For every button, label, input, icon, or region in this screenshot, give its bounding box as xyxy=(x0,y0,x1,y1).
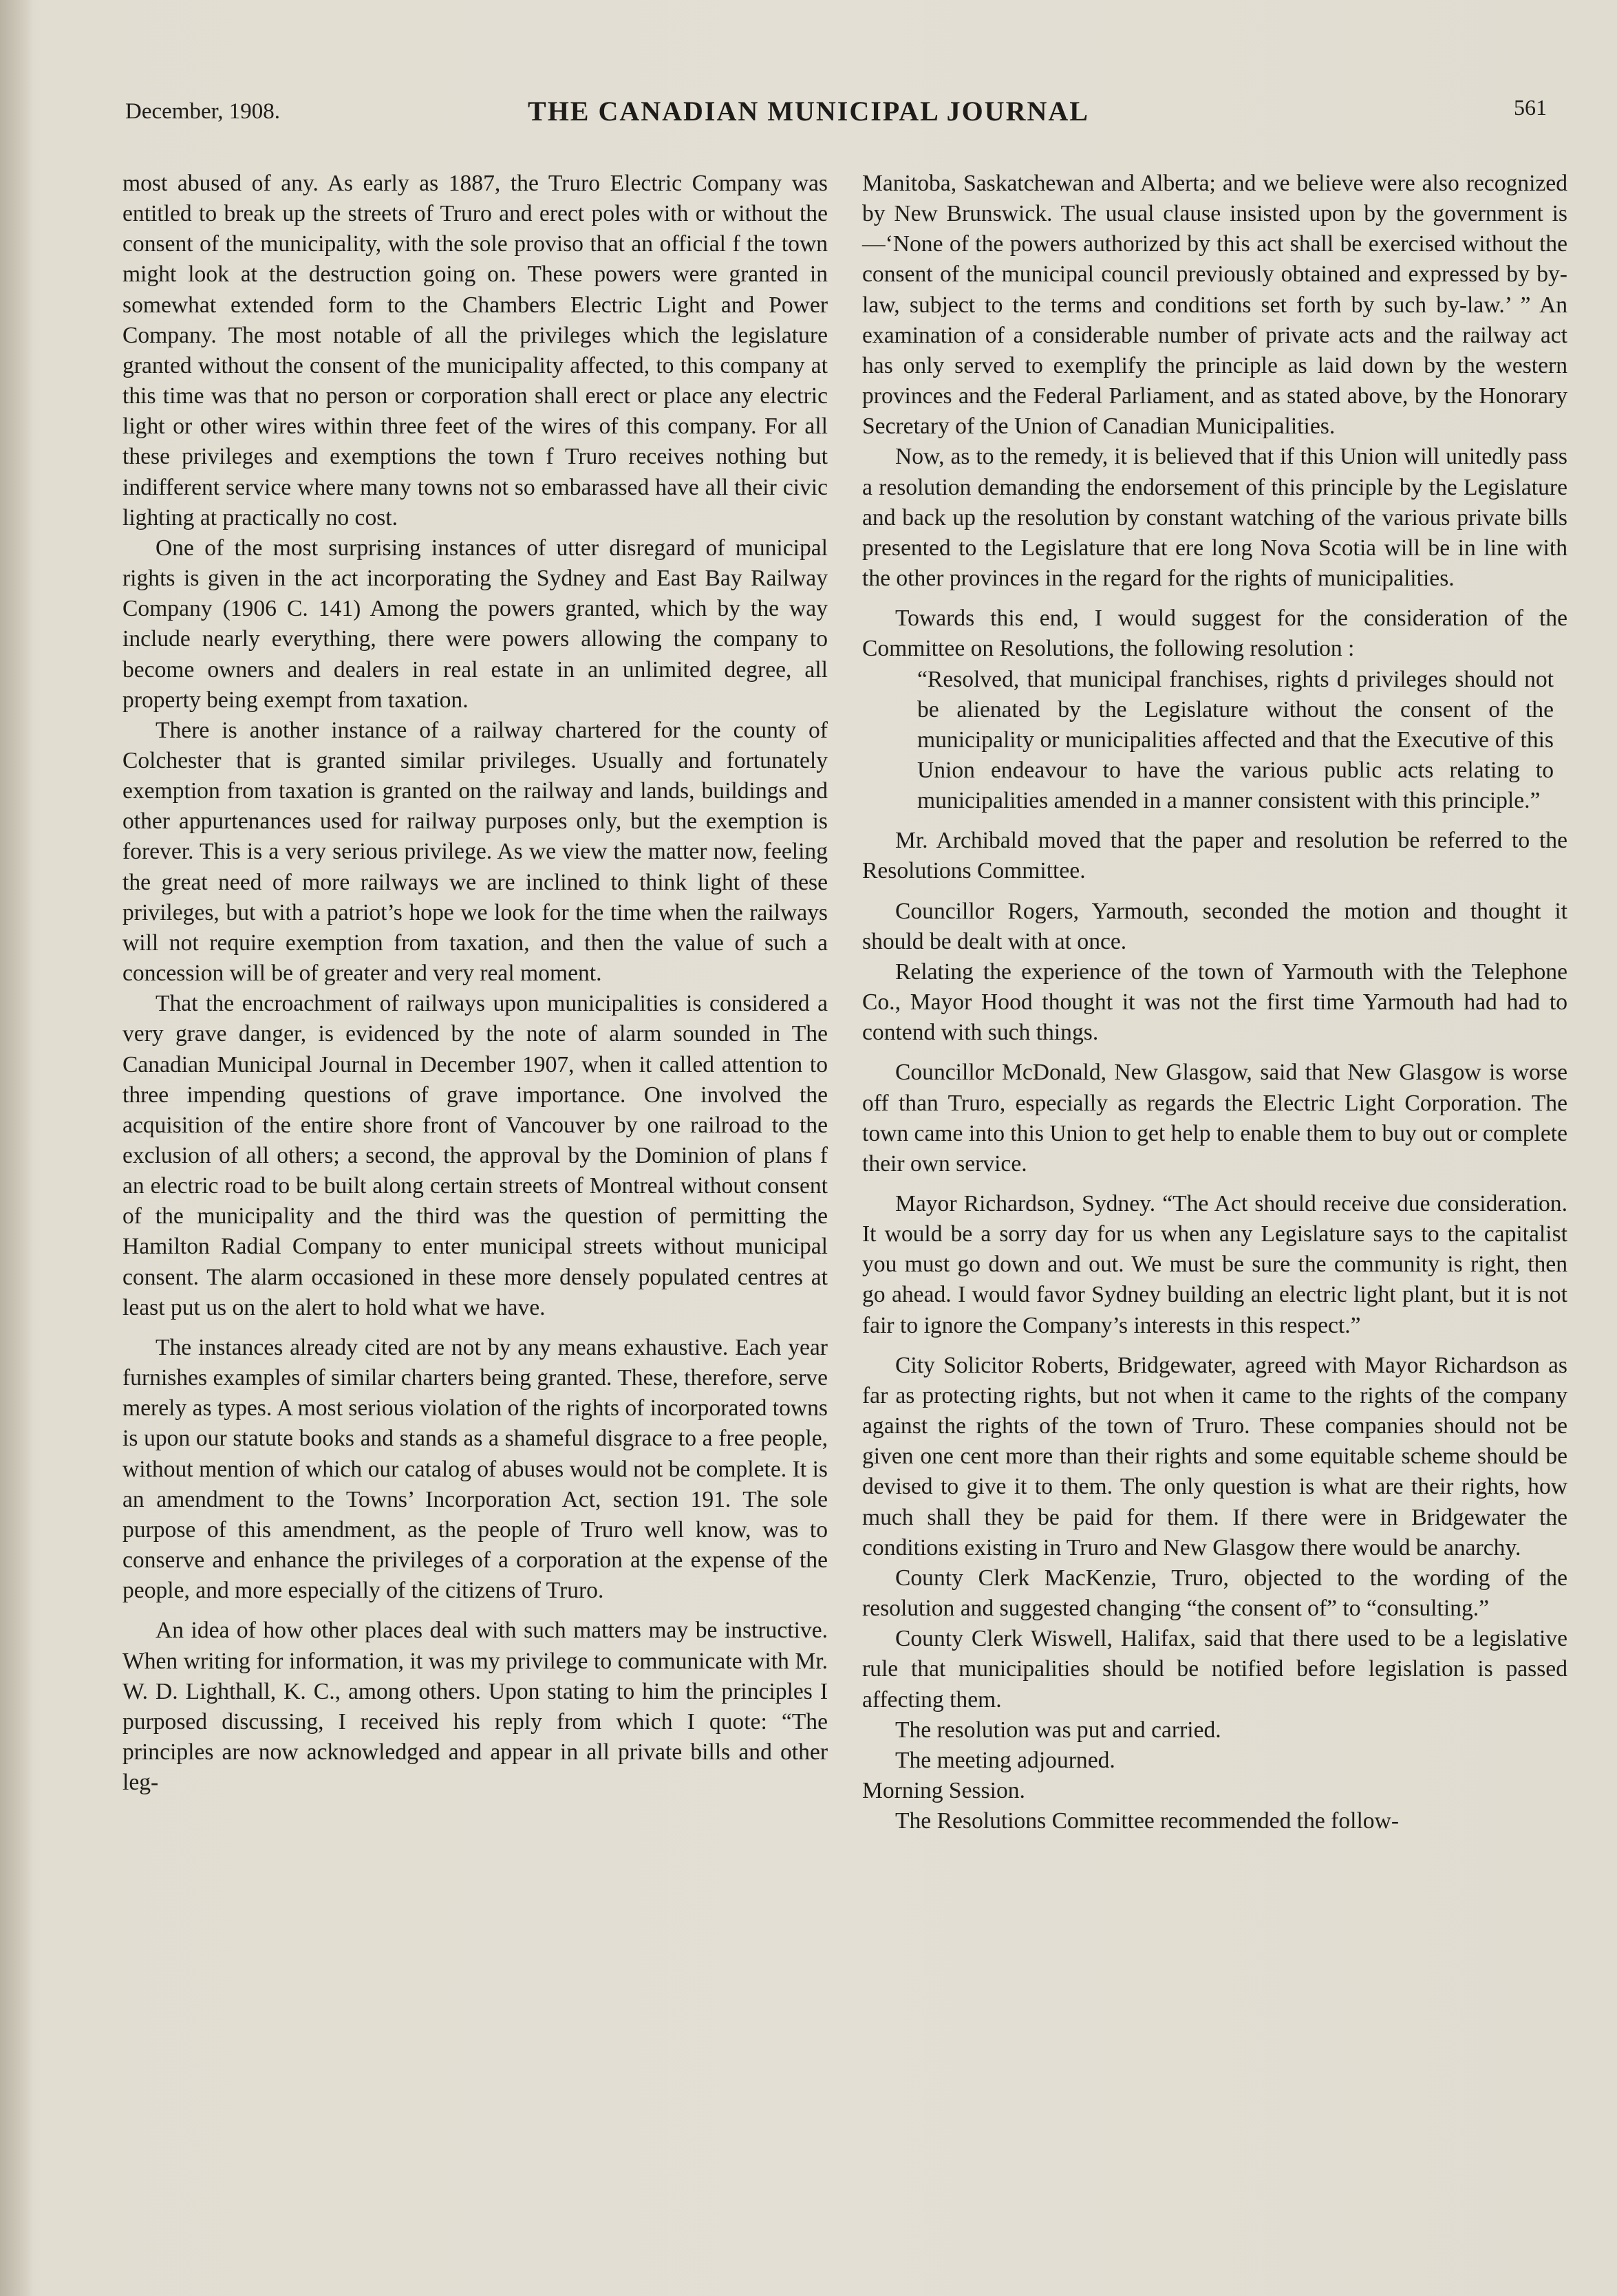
paragraph: Relating the experience of the town of Yarmouth with the Telephone Co., Mayor Hood thought it was not the first time Yarmouth had had to contend with such things. xyxy=(862,958,1567,1046)
paragraph: Now, as to the remedy, it is believed that if this Union will unitedly pass a resolution demanding the endorsement of this principle by the Legislature and back up the resolution by constant watching of the various private bills presented to the Legislature that ere long Nova Scotia will be in line with the other provinces in the regard for the rights of municipalities. xyxy=(862,444,1567,592)
page-number: 561 xyxy=(1514,95,1547,120)
paragraph: Mayor Richardson, Sydney. “The Act should receive due consideration. It would be a sorry day for us when any Legislature says to the capitalist you must go down and out. We must be sure the community is right, then go ahead. I would favor Sydney building an electric light plant, but it is not fair to ignore the Company’s interests in this respect.” xyxy=(862,1191,1567,1338)
header-date: December, 1908. xyxy=(125,99,281,124)
paragraph: The resolution was put and carried. xyxy=(895,1717,1221,1743)
journal-title: THE CANADIAN MUNICIPAL JOURNAL xyxy=(528,96,1089,127)
paragraph: The Resolutions Committee recommended the follow- xyxy=(895,1808,1400,1834)
paragraph: County Clerk MacKenzie, Truro, objected to the wording of the resolution and suggested changing “the consent of” to “consulting.” xyxy=(862,1565,1567,1622)
paragraph: most abused of any. As early as 1887, the Truro Electric Company was entitled to break up the streets of Truro and erect poles with or without the consent of the municipality, with the sole proviso that an official f the town might look at the destruction going on. These powers were granted in somewhat extended form to the Chambers Electric Light and Power Company. The most notable of all the privileges which the legislature granted without the consent of the municipality affected, to this company at this time was that no person or corporation shall erect or place any electric light or other wires within three feet of the wires of this company. For all these privileges and exemptions the town f Truro receives nothing but indifferent service where many towns not so embarassed have all their civic lighting at practically no cost. xyxy=(122,171,828,530)
right-column xyxy=(862,169,1567,1836)
paragraph: County Clerk Wiswell, Halifax, said that there used to be a legislative rule that municipalities should be notified before legislation is passed affecting them. xyxy=(862,1626,1567,1713)
section-heading: Morning Session. xyxy=(862,1777,1025,1803)
paragraph: An idea of how other places deal with such matters may be instructive. When writing for information, it was my privilege to communicate with Mr. W. D. Lighthall, K. C., among others. Upon stating to him the principles I purposed discussing, I received his reply from which I quote: “The principles are now acknowledged and appear in all private bills and other leg- xyxy=(122,1618,828,1796)
left-column xyxy=(122,169,828,1798)
paragraph: Councillor Rogers, Yarmouth, seconded the motion and thought it should be dealt with at once. xyxy=(862,898,1567,954)
paragraph: Towards this end, I would suggest for the consideration of the Committee on Resolutions, the following resolution : xyxy=(862,605,1567,662)
paragraph: Manitoba, Saskatchewan and Alberta; and we believe were also recognized by New Brunswick. The usual clause insisted upon by the government is—‘None of the powers authorized by this act shall be exercised without the consent of the municipal council previously obtained and expressed by by-law, subject to the terms and conditions set forth by such by-law.’ ” An examination of a considerable number of private acts and the railway act has only served to exemplify the principle as laid down by the western provinces and the Federal Parliament, and as stated above, by the Honorary Secretary of the Union of Canadian Municipalities. xyxy=(862,171,1567,440)
page-binding-shadow xyxy=(0,0,33,2296)
paragraph: Councillor McDonald, New Glasgow, said that New Glasgow is worse off than Truro, especially as regards the Electric Light Corporation. The town came into this Union to get help to enable them to buy out or complete their own service. xyxy=(862,1060,1567,1177)
paragraph: The instances already cited are not by any means exhaustive. Each year furnishes examples of similar charters being granted. These, therefore, serve merely as types. A most serious violation of the rights of incorporated towns is upon our statute books and stands as a shameful disgrace to a free people, without mention of which our catalog of abuses would not be complete. It is an amendment to the Towns’ Incorporation Act, section 191. The sole purpose of this amendment, as the people of Truro well know, was to conserve and enhance the privileges of a corporation at the expense of the people, and more especially of the citizens of Truro. xyxy=(122,1334,828,1604)
paragraph: There is another instance of a railway chartered for the county of Colchester that is granted similar privileges. Usually and fortunately exemption from taxation is granted on the railway and lands, buildings and other appurtenances used for railway purposes only, but the exemption is forever. This is a very serious privilege. As we view the matter now, feeling the great need of more railways we are inclined to think light of these privileges, but with a patriot’s hope we look for the time when the railways will not require exemption from taxation, and then the value of such a concession will be of greater and very real moment. xyxy=(122,717,828,987)
running-head xyxy=(0,95,1617,136)
paragraph: The meeting adjourned. xyxy=(895,1747,1115,1773)
resolution-quote: “Resolved, that municipal franchises, rights d privileges should not be alienated by the Legislature without the consent of the municipality or municipalities affected and that the Executive of this Union endeavour to have the various public acts relating to municipalities amended in a manner consistent with this principle.” xyxy=(917,666,1554,814)
paragraph: Mr. Archibald moved that the paper and resolution be referred to the Resolutions Committee. xyxy=(862,828,1567,884)
paragraph: One of the most surprising instances of utter disregard of municipal rights is given in the act incorporating the Sydney and East Bay Railway Company (1906 C. 141) Among the powers granted, which by the way include nearly everything, there were powers allowing the company to become owners and dealers in real estate in an unlimited degree, all property being exempt from taxation. xyxy=(122,535,828,713)
paragraph: That the encroachment of railways upon municipalities is considered a very grave danger, is evidenced by the note of alarm sounded in The Canadian Municipal Journal in December 1907, when it called attention to three impending questions of grave importance. One involved the acquisition of the entire shore front of Vancouver by one railroad to the exclusion of all others; a second, the approval by the Dominion of plans f an electric road to be built along certain streets of Montreal without consent of the municipality and the third was the question of permitting the Hamilton Radial Company to enter municipal streets without municipal consent. The alarm occasioned in these more densely populated centres at least put us on the alert to hold what we have. xyxy=(122,991,828,1320)
paragraph: City Solicitor Roberts, Bridgewater, agreed with Mayor Richardson as far as protecting rights, but not when it came to the rights of the company against the rights of the town of Truro. These companies should not be given one cent more than their rights and some equitable scheme should be devised to give it to them. The only question is what are their rights, how much shall they be paid for them. If there were in Bridgewater the conditions existing in Truro and New Glasgow there would be anarchy. xyxy=(862,1352,1567,1560)
